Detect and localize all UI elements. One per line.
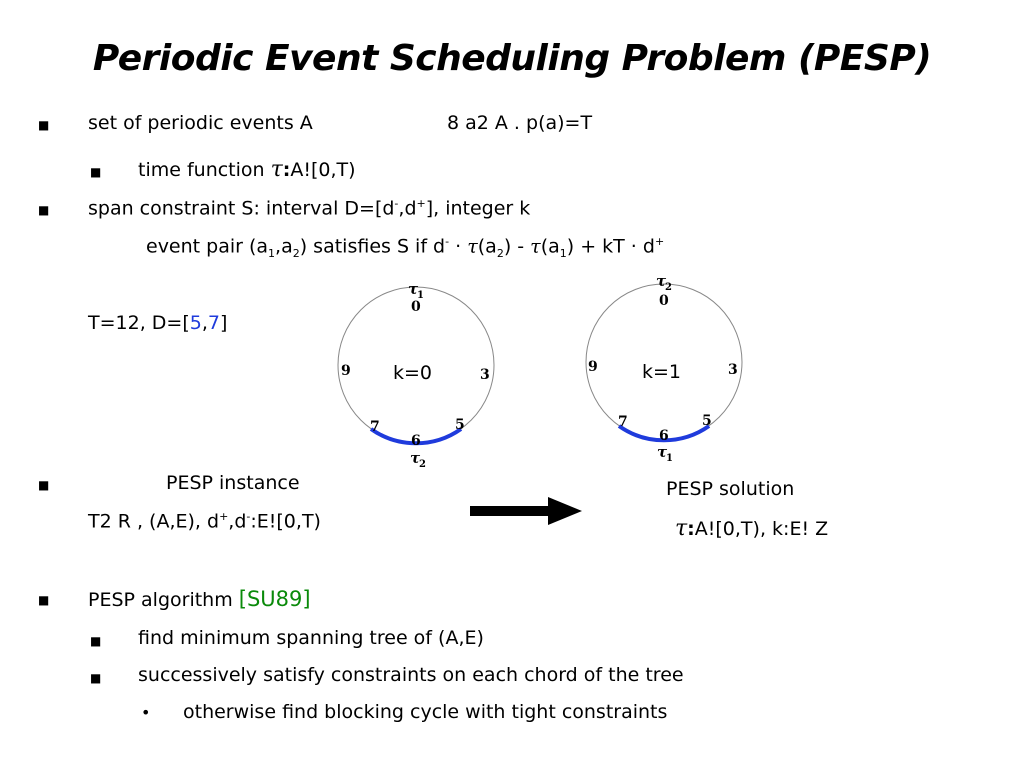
tick-3: 3: [480, 367, 490, 383]
solution-definition: τ:A![0,T), k:E! Z: [675, 516, 829, 541]
event-pair-text: event pair $(a_1,a_2)$ satisfies S if $d^- \cdot \tau(a_2) - \tau(a_1)$ + kT · d+: [146, 235, 665, 261]
tau-subscript: 1: [666, 453, 673, 464]
tick-5: 5: [455, 417, 465, 433]
chord-step-text: successively satisfy constraints on each chord of the tree: [138, 664, 684, 686]
tick-6: 6: [411, 433, 421, 449]
tick-0: 0: [411, 299, 421, 315]
arrow-icon: [468, 494, 588, 528]
pesp-algorithm-text: PESP algorithm [SU89]: [88, 587, 311, 611]
tau-label: τ: [657, 443, 668, 461]
tau-label: τ: [410, 449, 421, 467]
tick-7: 7: [618, 414, 628, 430]
tick-0: 0: [659, 293, 669, 309]
instance-definition: T2 R , (A,E), d+,d-:E![0,T): [88, 510, 321, 533]
bullet-icon: ■: [38, 203, 50, 217]
pesp-solution-label: PESP solution: [666, 478, 795, 500]
span-constraint-text: span constraint S: interval D=[d-,d+], integer k: [88, 197, 531, 220]
bullet-icon: ■: [90, 671, 102, 685]
clock-diagram-k1: [578, 264, 758, 469]
tick-9: 9: [588, 359, 598, 375]
clock-diagram-k0: [330, 270, 510, 475]
bullet-icon: ■: [38, 118, 50, 132]
time-function-text: time function τ:A![0,T): [138, 157, 356, 182]
tau-label: τ: [656, 272, 667, 290]
slide-title: Periodic Event Scheduling Problem (PESP): [92, 38, 932, 79]
tau-subscript: 2: [419, 459, 426, 470]
k-label: k=0: [393, 362, 433, 384]
tau-subscript: 1: [417, 290, 424, 301]
tick-5: 5: [702, 413, 712, 429]
tau-label: τ: [408, 280, 419, 298]
tick-3: 3: [728, 362, 738, 378]
tick-6: 6: [659, 428, 669, 444]
pesp-instance-label: PESP instance: [166, 472, 300, 494]
tick-9: 9: [341, 363, 351, 379]
dot-bullet-icon: •: [141, 703, 151, 722]
bullet-icon: ■: [90, 165, 102, 179]
bullet-icon: ■: [38, 593, 50, 607]
events-formula: 8 a2 A . p(a)=T: [447, 112, 593, 134]
tick-7: 7: [370, 419, 380, 435]
k-label: k=1: [642, 361, 682, 383]
bullet-icon: ■: [38, 478, 50, 492]
mst-step-text: find minimum spanning tree of (A,E): [138, 627, 484, 649]
period-span-text: T=12, D=[5,7]: [88, 312, 228, 334]
bullet-icon: ■: [90, 634, 102, 648]
events-text: set of periodic events A: [88, 112, 313, 134]
tau-subscript: 2: [665, 282, 672, 293]
blocking-cycle-text: otherwise find blocking cycle with tight constraints: [183, 701, 668, 723]
